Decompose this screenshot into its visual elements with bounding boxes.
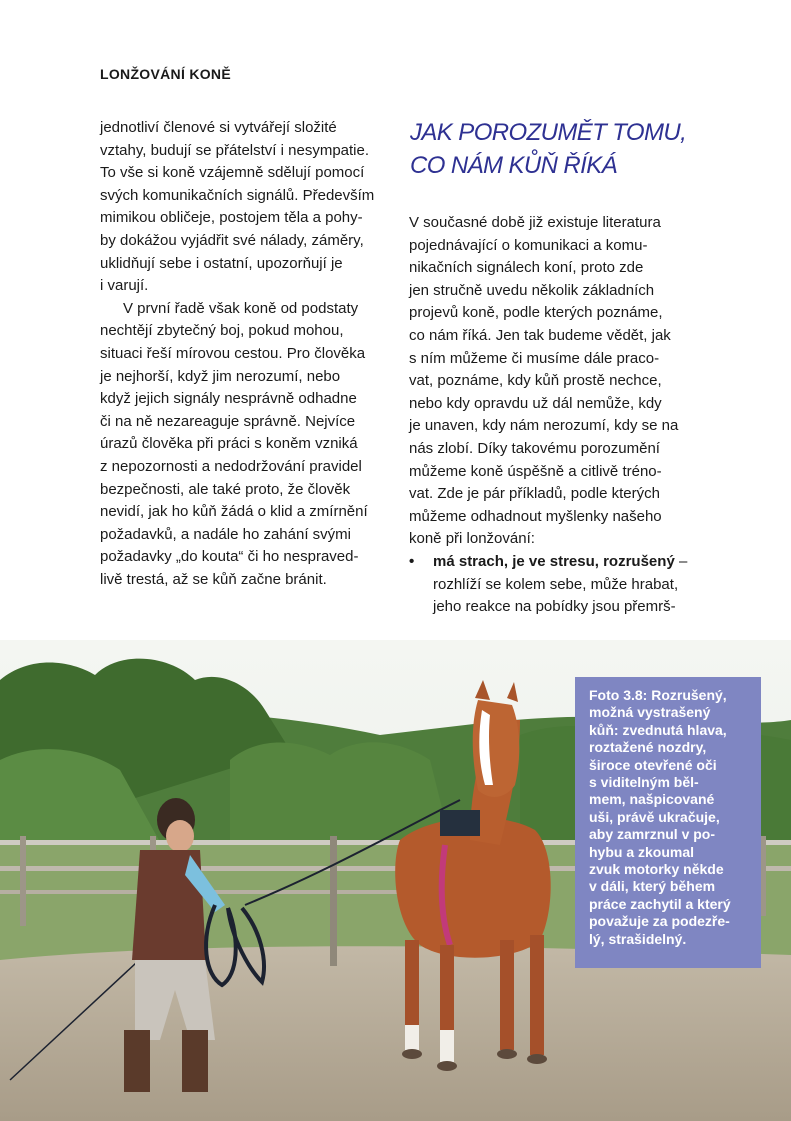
- bullet-dash: –: [674, 552, 688, 570]
- text-line: situaci řeší mírovou cestou. Pro člověka: [100, 344, 366, 362]
- caption-line: hybu a zkoumal: [589, 843, 695, 860]
- text-line: můžeme koně úspěšně a citlivě tréno-: [409, 462, 662, 480]
- text-line: s ním můžeme či musíme dále praco-: [409, 349, 660, 367]
- caption-line: mem, našpicované: [589, 791, 715, 808]
- text-line: je unaven, kdy nám nerozumí, kdy se na: [409, 417, 679, 435]
- caption-line: aby zamrznul v po-: [589, 826, 716, 843]
- text-line: To vše si koně vzájemně sdělují pomocí: [100, 164, 365, 182]
- text-line: by dokážou vyjádřit své nálady, záměry,: [100, 231, 364, 249]
- text-line: nechtějí zbytečný boj, pokud mohou,: [100, 322, 344, 340]
- text-line: svých komunikačních signálů. Především: [100, 186, 375, 204]
- section-heading: [410, 116, 730, 182]
- right-column: [409, 212, 699, 619]
- text-line: mimikou obličeje, postojem těla a pohy-: [100, 209, 363, 227]
- caption-line: uši, právě ukračuje,: [589, 808, 720, 825]
- text-line: V současné době již existuje literatura: [409, 214, 661, 231]
- text-line: jeho reakce na pobídky jsou přemrš-: [433, 598, 676, 616]
- text-line: úrazů člověka při práci s koněm vzniká: [100, 435, 358, 453]
- caption-line: práce zachytil a který: [589, 895, 731, 912]
- paragraph-1: [100, 117, 385, 298]
- text-line: když jejich signály nesprávně odhadne: [100, 390, 357, 408]
- text-line: či na ně nezareaguje správně. Nejvíce: [100, 412, 356, 430]
- text-line: požadavků, a nadále ho zahání svými: [100, 525, 351, 543]
- caption-line: široce otevřené oči: [589, 756, 717, 773]
- caption-line: kůň: zvednutá hlava,: [589, 721, 727, 738]
- caption-line: roztažené nozdry,: [589, 739, 707, 756]
- text-line: vat, poznáme, kdy kůň prostě nechce,: [409, 372, 662, 390]
- text-line: vat. Zde je pár příkladů, podle kterých: [409, 485, 660, 503]
- caption-line: zvuk motorky někde: [589, 861, 724, 878]
- text-line: rozhlíží se kolem sebe, může hrabat,: [433, 575, 679, 593]
- text-line: uklidňují sebe i ostatní, upozorňují je: [100, 254, 343, 272]
- heading-line: CO NÁM KŮŇ ŘÍKÁ: [410, 152, 618, 179]
- bullet-bold-text: má strach, je ve stresu, rozrušený: [433, 552, 675, 570]
- heading-line: JAK POROZUMĚT TOMU,: [410, 119, 687, 146]
- text-line: nikačních signálech koní, proto zde: [409, 259, 644, 277]
- text-line: koně při lonžování:: [409, 530, 535, 548]
- left-column: [100, 117, 385, 591]
- text-line: co nám říká. Jen tak budeme vědět, jak: [409, 326, 671, 344]
- caption-line: Foto 3.8: Rozrušený,: [589, 687, 727, 703]
- caption-line: s viditelným běl-: [589, 774, 699, 791]
- text-line: pojednávající o komunikaci a komu-: [409, 236, 648, 254]
- caption-line: považuje za podezře-: [589, 913, 730, 930]
- caption-line: lý, strašidelný.: [589, 930, 687, 947]
- text-line: V první řadě však koně od podstaty: [123, 299, 359, 317]
- caption-line: možná vystrašený: [589, 704, 711, 721]
- text-line: nevidí, jak ho kůň žádá o klid a zmírnění: [100, 503, 368, 521]
- text-line: můžeme odhadnout myšlenky našeho: [409, 507, 662, 525]
- caption-line: v dáli, který během: [589, 878, 716, 895]
- text-line: livě trestá, až se kůň začne bránit.: [100, 570, 327, 588]
- text-line: projevů koně, podle kterých poznáme,: [409, 304, 663, 322]
- paragraph-2: [100, 298, 385, 592]
- text-line: jednotliví členové si vytvářejí složité: [100, 119, 337, 136]
- text-line: jen stručně uvedu několik základních: [409, 281, 655, 299]
- text-line: nebo kdy opravdu už dál nemůže, kdy: [409, 394, 662, 412]
- text-line: bezpečnosti, ale také proto, že člověk: [100, 480, 351, 498]
- photo-caption: [575, 677, 761, 968]
- paragraph-intro: [409, 212, 699, 551]
- bullet-item: [409, 551, 699, 619]
- running-head: LONŽOVÁNÍ KONĚ: [100, 66, 231, 82]
- text-line: vztahy, budují se přátelství i nesympatie.: [100, 141, 370, 159]
- text-line: je nejhorší, když jim nerozumí, nebo: [100, 367, 341, 385]
- text-line: nás zlobí. Díky takovému porozumění: [409, 439, 660, 457]
- text-line: i varují.: [100, 277, 149, 295]
- text-line: z nepozornosti a nedodržování pravidel: [100, 457, 362, 475]
- bullet-icon: •: [409, 552, 415, 570]
- text-line: požadavky „do kouta“ či ho nespraved-: [100, 548, 359, 566]
